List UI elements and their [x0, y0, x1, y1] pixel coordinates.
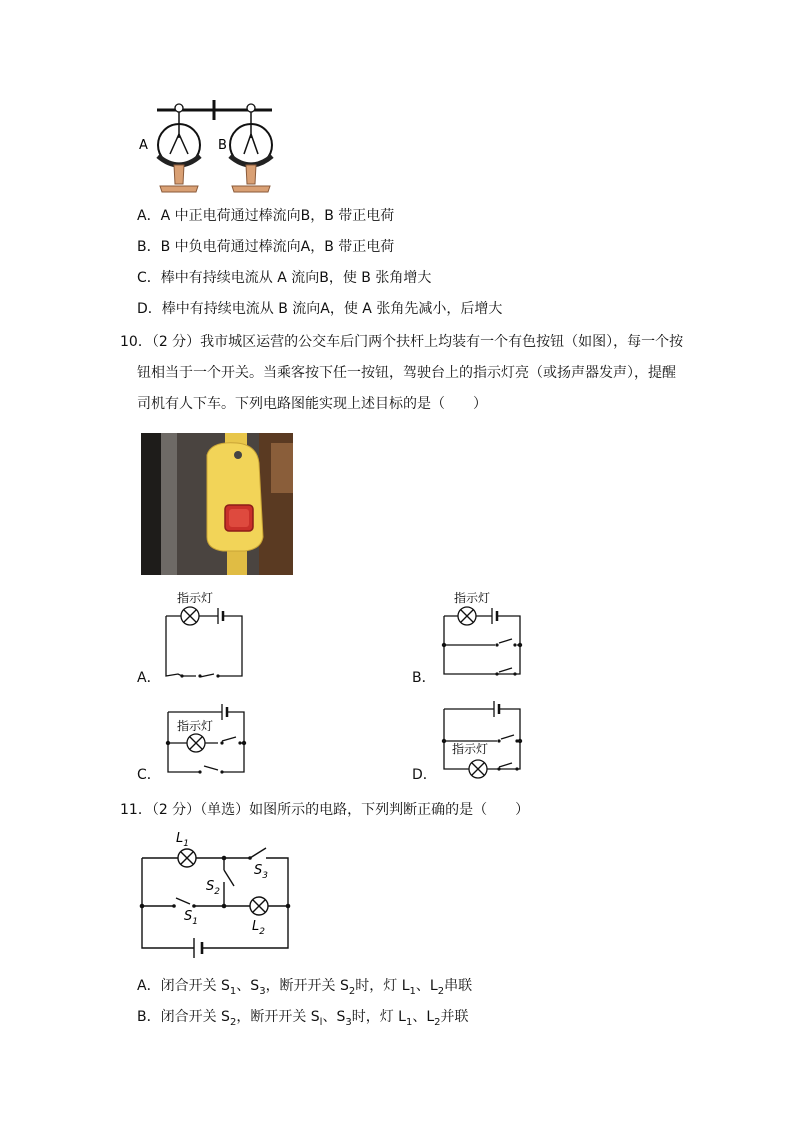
text-part: B．闭合开关 S [137, 1009, 230, 1025]
q10-option-a-label[interactable]: A． [137, 670, 161, 686]
q10-stem-line2: 钮相当于一个开关。当乘客按下任一按钮，驾驶台上的指示灯亮（或扬声器发声），提醒 [137, 365, 676, 381]
switch-contact [198, 674, 201, 677]
q9-option-b[interactable]: B．B 中负电荷通过棒流向A，B 带正电荷 [137, 239, 395, 255]
q9-option-c[interactable]: C．棒中有持续电流从 A 流向B，使 B 张角增大 [137, 270, 432, 286]
label-l2: $L_2$ [252, 919, 265, 937]
q10-option-b-label[interactable]: B． [412, 670, 436, 686]
circuit-d[interactable] [437, 697, 537, 781]
switch-contact [497, 767, 500, 770]
text-part: 、S [236, 978, 260, 994]
switch-contact [513, 672, 516, 675]
subscript: 1 [409, 985, 416, 997]
junction-dot [242, 741, 246, 745]
lamp-label-d: 指示灯 [452, 742, 489, 756]
junction-dot [518, 643, 522, 647]
junction-dot [222, 904, 227, 909]
label-a: A [139, 138, 148, 153]
switch-contact [513, 643, 516, 646]
label-s1: $S_1$ [184, 909, 198, 927]
subscript: 1 [405, 1016, 413, 1028]
subscript: 2 [434, 1016, 441, 1028]
q11-stem: 11．（2 分）（单选）如图所示的电路，下列判断正确的是（ ） [120, 802, 530, 818]
text-part: 时，灯 L [351, 1009, 406, 1025]
switch-contact [220, 770, 223, 773]
lamp-icon [187, 734, 205, 752]
switch-contact [495, 643, 498, 646]
bus-button-image [141, 433, 293, 575]
switch-contact [495, 672, 498, 675]
lamp-icon [181, 607, 199, 625]
subscript: 3 [345, 1016, 352, 1028]
switch-contact [180, 674, 183, 677]
subscript: l [319, 1016, 323, 1028]
switch-contact [220, 741, 223, 744]
lamp-label-b: 指示灯 [454, 591, 491, 605]
lamp-label-a: 指示灯 [177, 591, 214, 605]
electroscope-a [158, 104, 200, 192]
text-part: 、S [322, 1009, 346, 1025]
bus-button-photo [141, 433, 293, 575]
q10-stem-line3: 司机有人下车。下列电路图能实现上述目标的是（ ） [137, 396, 487, 412]
label-l1: $L_1$ [176, 831, 189, 849]
switch-contact [497, 739, 500, 742]
label-s2: $S_2$ [206, 879, 220, 897]
switch-contact [172, 904, 176, 908]
switch-contact [248, 856, 252, 860]
electroscope-figure [130, 98, 280, 202]
q9-option-d[interactable]: D．棒中有持续电流从 B 流向A，使 A 张角先减小，后增大 [137, 301, 503, 317]
subscript: 1 [229, 985, 237, 997]
lamp-l1-icon [178, 849, 196, 867]
text-part: 并联 [440, 1009, 469, 1025]
junction-dot [286, 904, 291, 909]
circuit-b[interactable] [437, 586, 537, 682]
q11-option-a[interactable] [137, 976, 472, 1002]
switch-contact [198, 770, 201, 773]
lamp-label-c: 指示灯 [177, 719, 214, 733]
lamp-icon [469, 760, 487, 778]
text-part: ，断开开关 S [265, 978, 349, 994]
q11-circuit [132, 826, 298, 966]
text-part: 、L [415, 978, 438, 994]
label-s3: $S_3$ [254, 863, 268, 881]
label-b: B [218, 138, 227, 153]
subscript: 3 [259, 985, 266, 997]
text-part: ，断开开关 S [236, 1009, 320, 1025]
junction-dot [140, 904, 145, 909]
q11-option-b[interactable] [137, 1007, 469, 1033]
lamp-l2-icon [250, 897, 268, 915]
lamp-icon [458, 607, 476, 625]
subscript: 2 [348, 985, 356, 997]
junction-dot [442, 643, 446, 647]
switch-contact [192, 904, 196, 908]
text-part: 、L [412, 1009, 435, 1025]
junction-dot [166, 741, 170, 745]
electroscope-b [230, 104, 272, 192]
junction-dot [442, 739, 446, 743]
text-part: 串联 [444, 978, 473, 994]
q10-option-c-label[interactable]: C． [137, 767, 161, 783]
subscript: 2 [437, 985, 445, 997]
junction-dot [222, 856, 227, 861]
subscript: 2 [229, 1016, 237, 1028]
q10-stem-line1: 10．（2 分）我市城区运营的公交车后门两个扶杆上均装有一个有色按钮（如图），每一个按 [120, 334, 684, 350]
switch-contact [515, 767, 518, 770]
q9-option-a[interactable]: A．A 中正电荷通过棒流向B，B 带正电荷 [137, 208, 395, 224]
circuit-c[interactable] [160, 700, 260, 780]
circuit-a[interactable] [160, 586, 260, 682]
switch-contact [515, 739, 518, 742]
switch-contact [238, 741, 241, 744]
q10-option-d-label[interactable]: D． [412, 767, 437, 783]
switch-contact [216, 674, 219, 677]
text-part: A．闭合开关 S [137, 978, 230, 994]
text-part: 时，灯 L [355, 978, 410, 994]
